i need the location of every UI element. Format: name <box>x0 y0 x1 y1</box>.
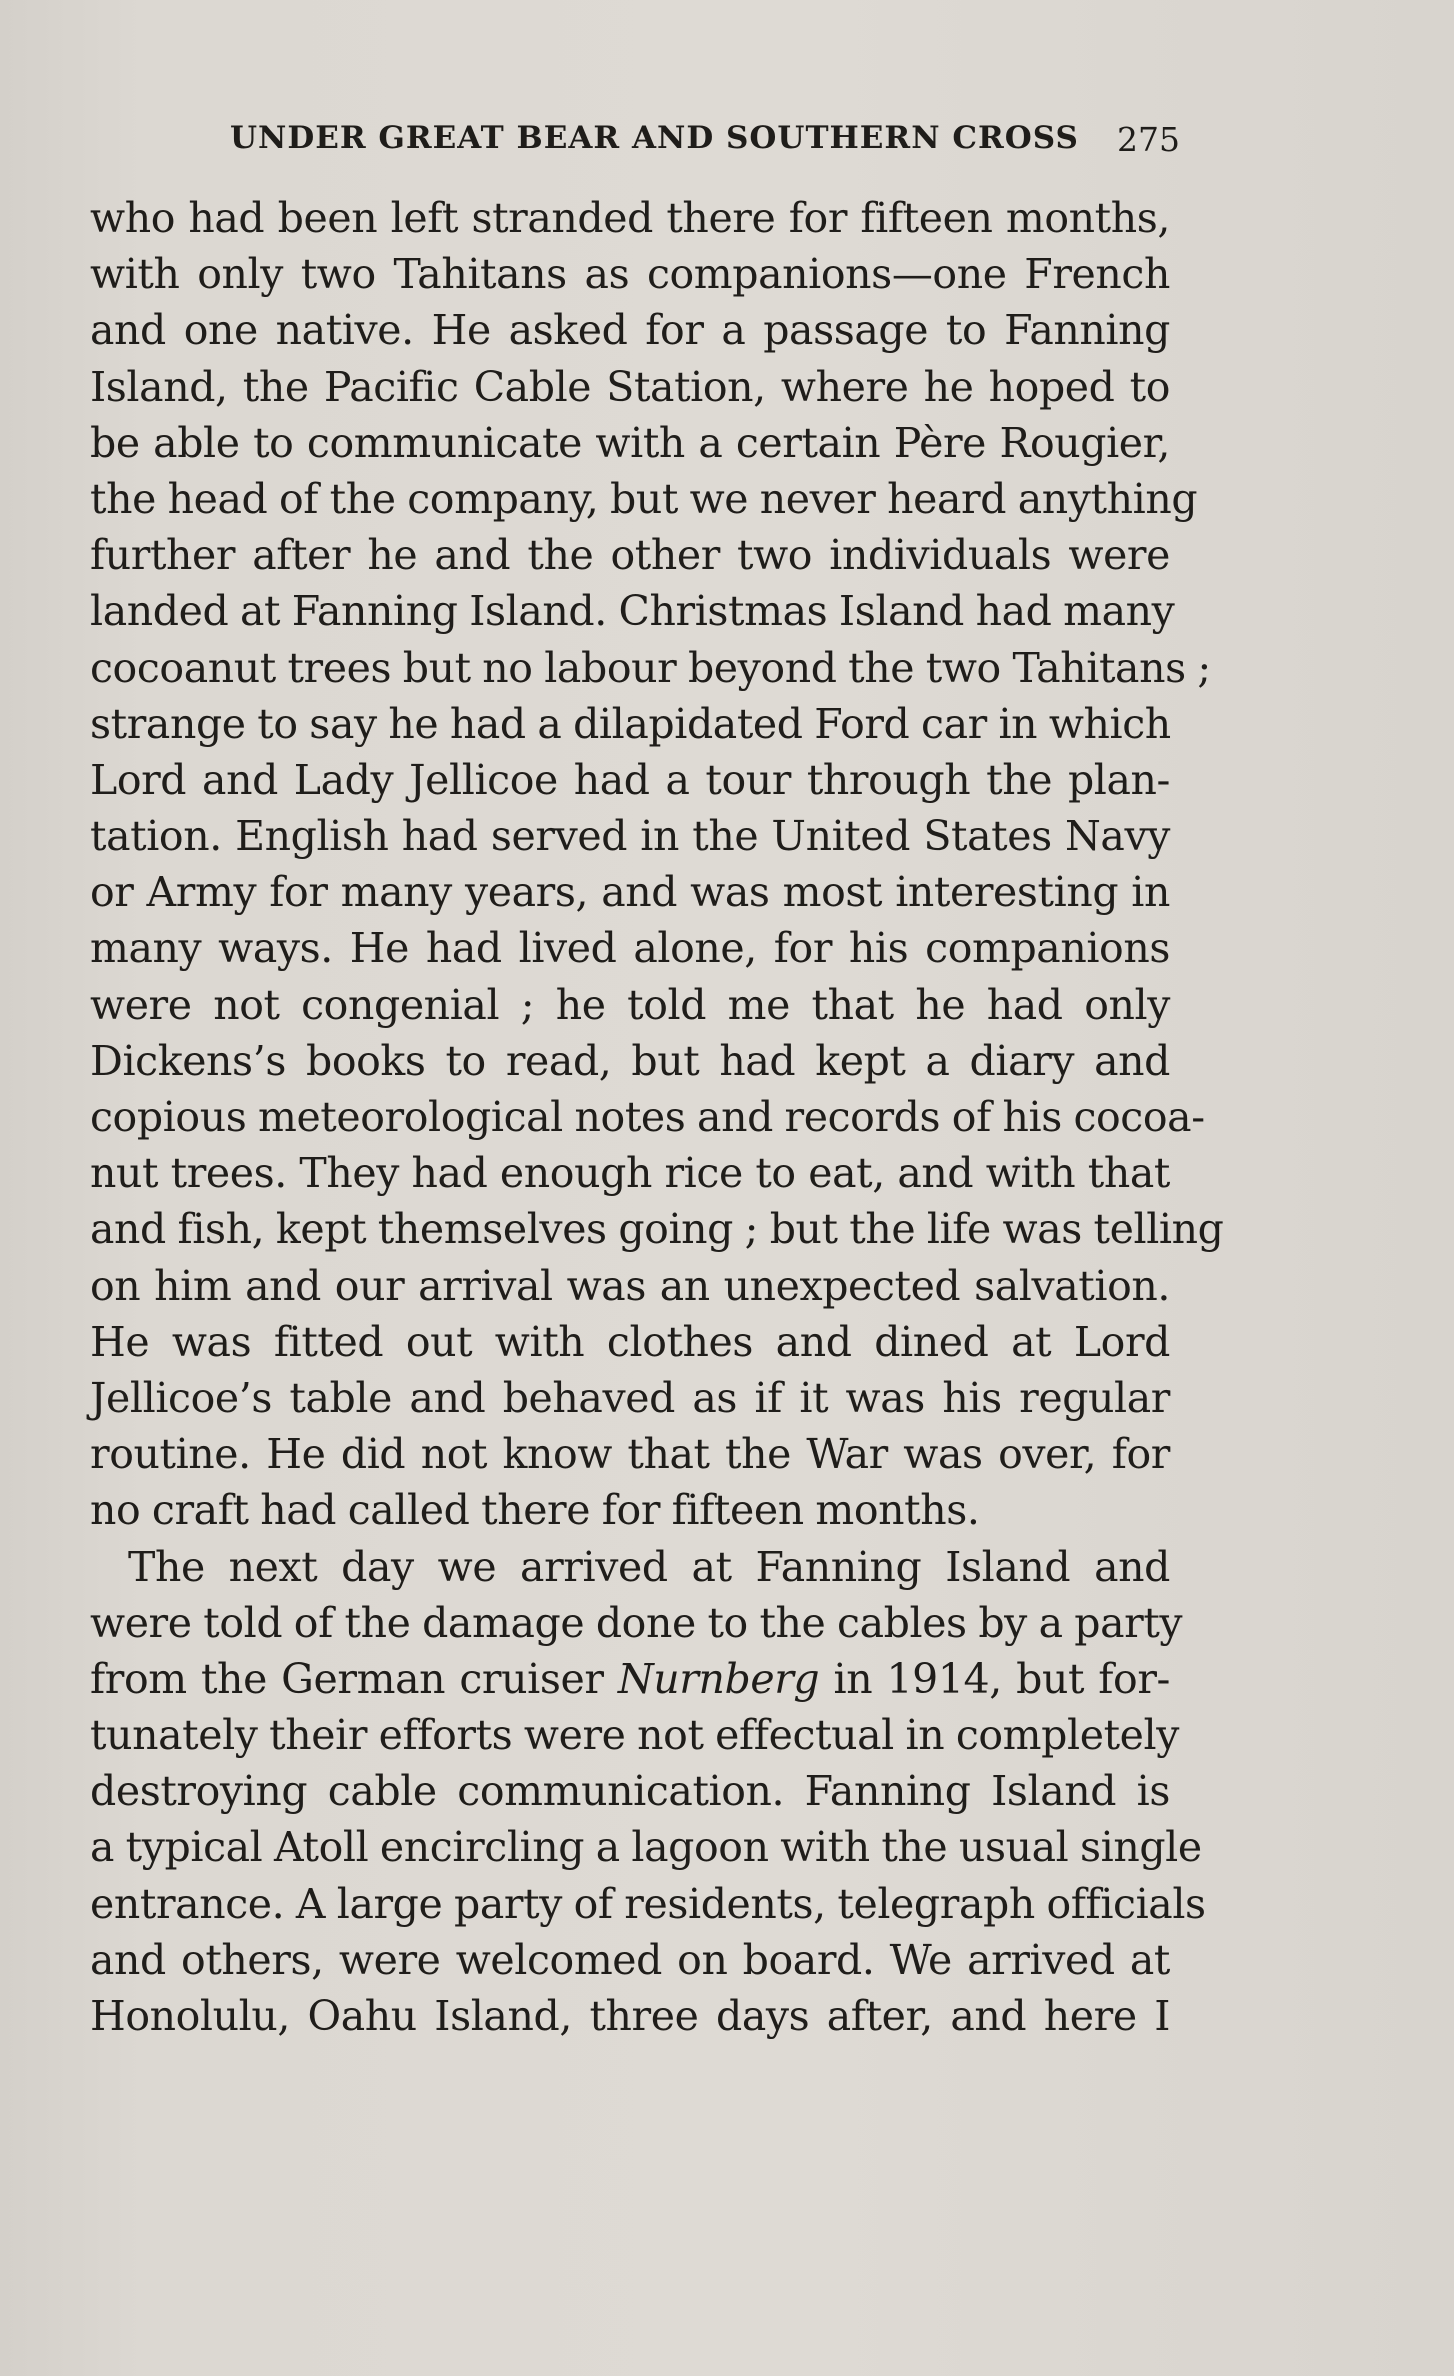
text-line: who had been left stranded there for fifteen months, <box>90 194 1170 242</box>
body-text <box>90 190 1224 2044</box>
text-line: landed at Fanning Island. Christmas Island had many <box>90 587 1175 636</box>
ship-name: Nurnberg <box>617 1654 820 1703</box>
text-line: with only two Tahitans as companions—one French <box>90 250 1170 299</box>
text-line: The next day we arrived at Fanning Island and <box>128 1542 1170 1591</box>
text-line: Honolulu, Oahu Island, three days after, and here I <box>90 1992 1170 2040</box>
text-line: Island, the Pacific Cable Station, where he hoped to <box>90 362 1170 411</box>
running-title: UNDER GREAT BEAR AND SOUTHERN CROSS <box>230 120 1079 156</box>
text-line: a typical Atoll encircling a lagoon with the usual single <box>90 1823 1202 1872</box>
text-line: Lord and Lady Jellicoe had a tour through the plan- <box>90 755 1170 804</box>
text-span: from the German cruiser <box>90 1654 618 1703</box>
text-line: nut trees. They had enough rice to eat, and with that <box>90 1149 1170 1198</box>
text-line: cocoanut trees but no labour beyond the two Tahitans ; <box>90 643 1211 692</box>
text-line: Jellicoe’s table and behaved as if it was his regular <box>90 1373 1170 1422</box>
text-line: tunately their efforts were not effectual in completely <box>90 1711 1179 1760</box>
text-line: many ways. He had lived alone, for his companions <box>90 924 1170 973</box>
text-line: destroying cable communication. Fanning Island is <box>90 1767 1170 1816</box>
running-head <box>230 120 1180 170</box>
text-line: were not congenial ; he told me that he had only <box>90 980 1170 1029</box>
page-number: 275 <box>1117 120 1180 159</box>
text-line: were told of the damage done to the cables by a party <box>90 1598 1183 1647</box>
text-line: the head of the company, but we never heard anything <box>90 474 1198 523</box>
text-line: tation. English had served in the United States Navy <box>90 812 1170 861</box>
text-line: no craft had called there for fifteen months. <box>90 1486 980 1535</box>
text-line: Dickens’s books to read, but had kept a diary and <box>90 1036 1170 1085</box>
text-line: on him and our arrival was an unexpected salvation. <box>90 1261 1170 1310</box>
text-line-with-ship-name <box>90 1651 1170 1707</box>
text-line: or Army for many years, and was most interesting in <box>90 868 1170 917</box>
text-line: and one native. He asked for a passage to Fanning <box>90 306 1170 355</box>
text-line: strange to say he had a dilapidated Ford car in which <box>90 699 1171 748</box>
paragraph-1 <box>90 190 1224 1539</box>
text-line: copious meteorological notes and records of his cocoa- <box>90 1093 1205 1141</box>
text-line: be able to communicate with a certain Père Rougier, <box>90 418 1170 467</box>
text-line: further after he and the other two individuals were <box>90 531 1170 580</box>
text-line: routine. He did not know that the War was over, for <box>90 1430 1170 1479</box>
text-line: and fish, kept themselves going ; but the life was telling <box>90 1205 1224 1254</box>
text-line: and others, were welcomed on board. We arrived at <box>90 1935 1170 1984</box>
paragraph-2 <box>90 1539 1206 2045</box>
text-span: in 1914, but for- <box>819 1654 1170 1703</box>
text-line: entrance. A large party of residents, telegraph officials <box>90 1879 1206 1928</box>
text-line: He was fitted out with clothes and dined at Lord <box>90 1317 1170 1366</box>
